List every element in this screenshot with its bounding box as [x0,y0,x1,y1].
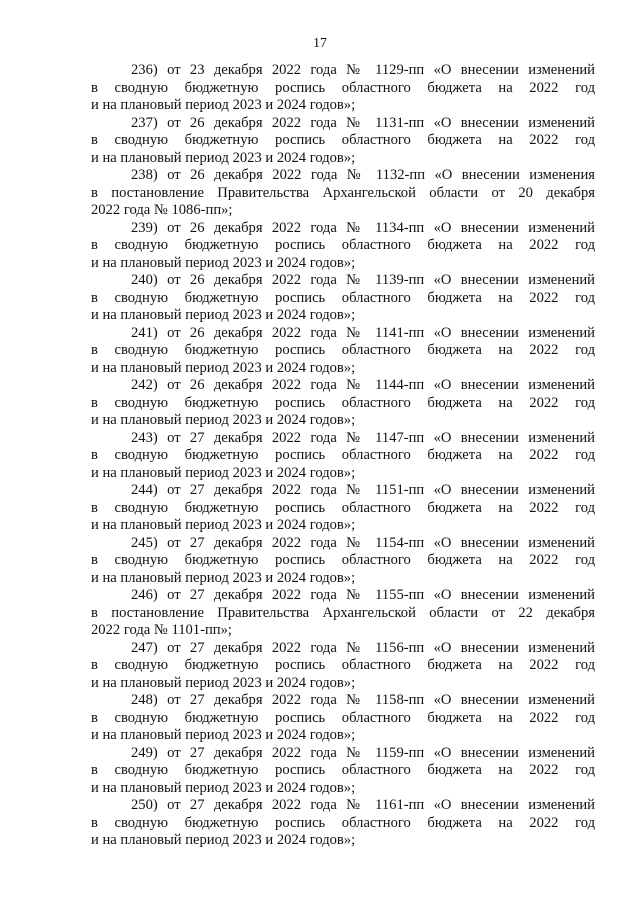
item-line: и на плановый период 2023 и 2024 годов»; [91,97,356,113]
item-line: в сводную бюджетную роспись областного бюджета на 2022 год [91,79,595,96]
item-first-line: 246) от 27 декабря 2022 года № 1155-пп «О внесении изменений [131,587,595,603]
item-line: в сводную бюджетную роспись областного бюджета на 2022 год [91,132,595,148]
item-line: в сводную бюджетную роспись областного бюджета на 2022 год [91,709,595,726]
item-line: в сводную бюджетную роспись областного бюджета на 2022 год [91,447,595,463]
list-item [91,62,595,115]
item-line: и на плановый период 2023 и 2024 годов»; [91,727,356,743]
item-line: и на плановый период 2023 и 2024 годов»; [91,307,356,323]
list-item [91,692,595,745]
item-line: 2022 года № 1101-пп»; [91,622,232,638]
item-line: в сводную бюджетную роспись областного бюджета на 2022 год [91,499,595,516]
item-first-line: 244) от 27 декабря 2022 года № 1151-пп «О внесении изменений [131,482,595,498]
item-first-line: 243) от 27 декабря 2022 года № 1147-пп «О внесении изменений [131,429,595,446]
item-line: в сводную бюджетную роспись областного бюджета на 2022 год [91,814,595,831]
item-line: в сводную бюджетную роспись областного бюджета на 2022 год [91,762,595,778]
item-first-line: 250) от 27 декабря 2022 года № 1161-пп «О внесении изменений [131,797,595,813]
item-first-line: 247) от 27 декабря 2022 года № 1156-пп «О внесении изменений [131,639,595,656]
item-first-line: 249) от 27 декабря 2022 года № 1159-пп «О внесении изменений [131,744,595,761]
item-first-line: 248) от 27 декабря 2022 года № 1158-пп «О внесении изменений [131,692,595,708]
document-body [91,62,595,850]
item-line: в сводную бюджетную роспись областного бюджета на 2022 год [91,342,595,358]
item-line: в сводную бюджетную роспись областного бюджета на 2022 год [91,289,595,306]
item-line: и на плановый период 2023 и 2024 годов»; [91,412,356,428]
item-first-line: 241) от 26 декабря 2022 года № 1141-пп «О внесении изменений [131,324,595,341]
item-line: в сводную бюджетную роспись областного бюджета на 2022 год [91,237,595,253]
item-line: и на плановый период 2023 и 2024 годов»; [91,674,356,691]
list-item [91,640,595,693]
list-item [91,167,595,220]
item-line: и на плановый период 2023 и 2024 годов»; [91,569,356,586]
list-item [91,220,595,273]
list-item [91,797,595,850]
item-line: в сводную бюджетную роспись областного бюджета на 2022 год [91,657,595,673]
item-first-line: 240) от 26 декабря 2022 года № 1139-пп «О внесении изменений [131,272,595,288]
item-line: и на плановый период 2023 и 2024 годов»; [91,464,356,481]
item-first-line: 238) от 26 декабря 2022 года № 1132-пп «О внесении изменения [131,167,595,183]
item-first-line: 245) от 27 декабря 2022 года № 1154-пп «О внесении изменений [131,534,595,551]
list-item [91,272,595,325]
item-first-line: 242) от 26 декабря 2022 года № 1144-пп «О внесении изменений [131,377,595,393]
item-line: 2022 года № 1086-пп»; [91,202,233,218]
item-line: и на плановый период 2023 и 2024 годов»; [91,254,356,271]
item-line: и на плановый период 2023 и 2024 годов»; [91,779,356,796]
item-first-line: 236) от 23 декабря 2022 года № 1129-пп «О внесении изменений [131,62,595,78]
page-number: 17 [313,36,327,51]
item-first-line: 237) от 26 декабря 2022 года № 1131-пп «О внесении изменений [131,114,595,131]
item-line: в постановление Правительства Архангельской области от 22 декабря [91,604,595,621]
list-item [91,115,595,168]
list-item [91,482,595,535]
item-line: и на плановый период 2023 и 2024 годов»; [91,832,356,848]
list-item [91,430,595,483]
item-line: и на плановый период 2023 и 2024 годов»; [91,517,356,533]
item-line: и на плановый период 2023 и 2024 годов»; [91,359,356,376]
item-line: и на плановый период 2023 и 2024 годов»; [91,149,356,166]
item-first-line: 239) от 26 декабря 2022 года № 1134-пп «О внесении изменений [131,219,595,236]
list-item [91,745,595,798]
item-line: в постановление Правительства Архангельской области от 20 декабря [91,184,595,201]
list-item [91,325,595,378]
list-item [91,377,595,430]
list-item [91,535,595,588]
item-line: в сводную бюджетную роспись областного бюджета на 2022 год [91,394,595,411]
item-line: в сводную бюджетную роспись областного бюджета на 2022 год [91,552,595,568]
list-item [91,587,595,640]
